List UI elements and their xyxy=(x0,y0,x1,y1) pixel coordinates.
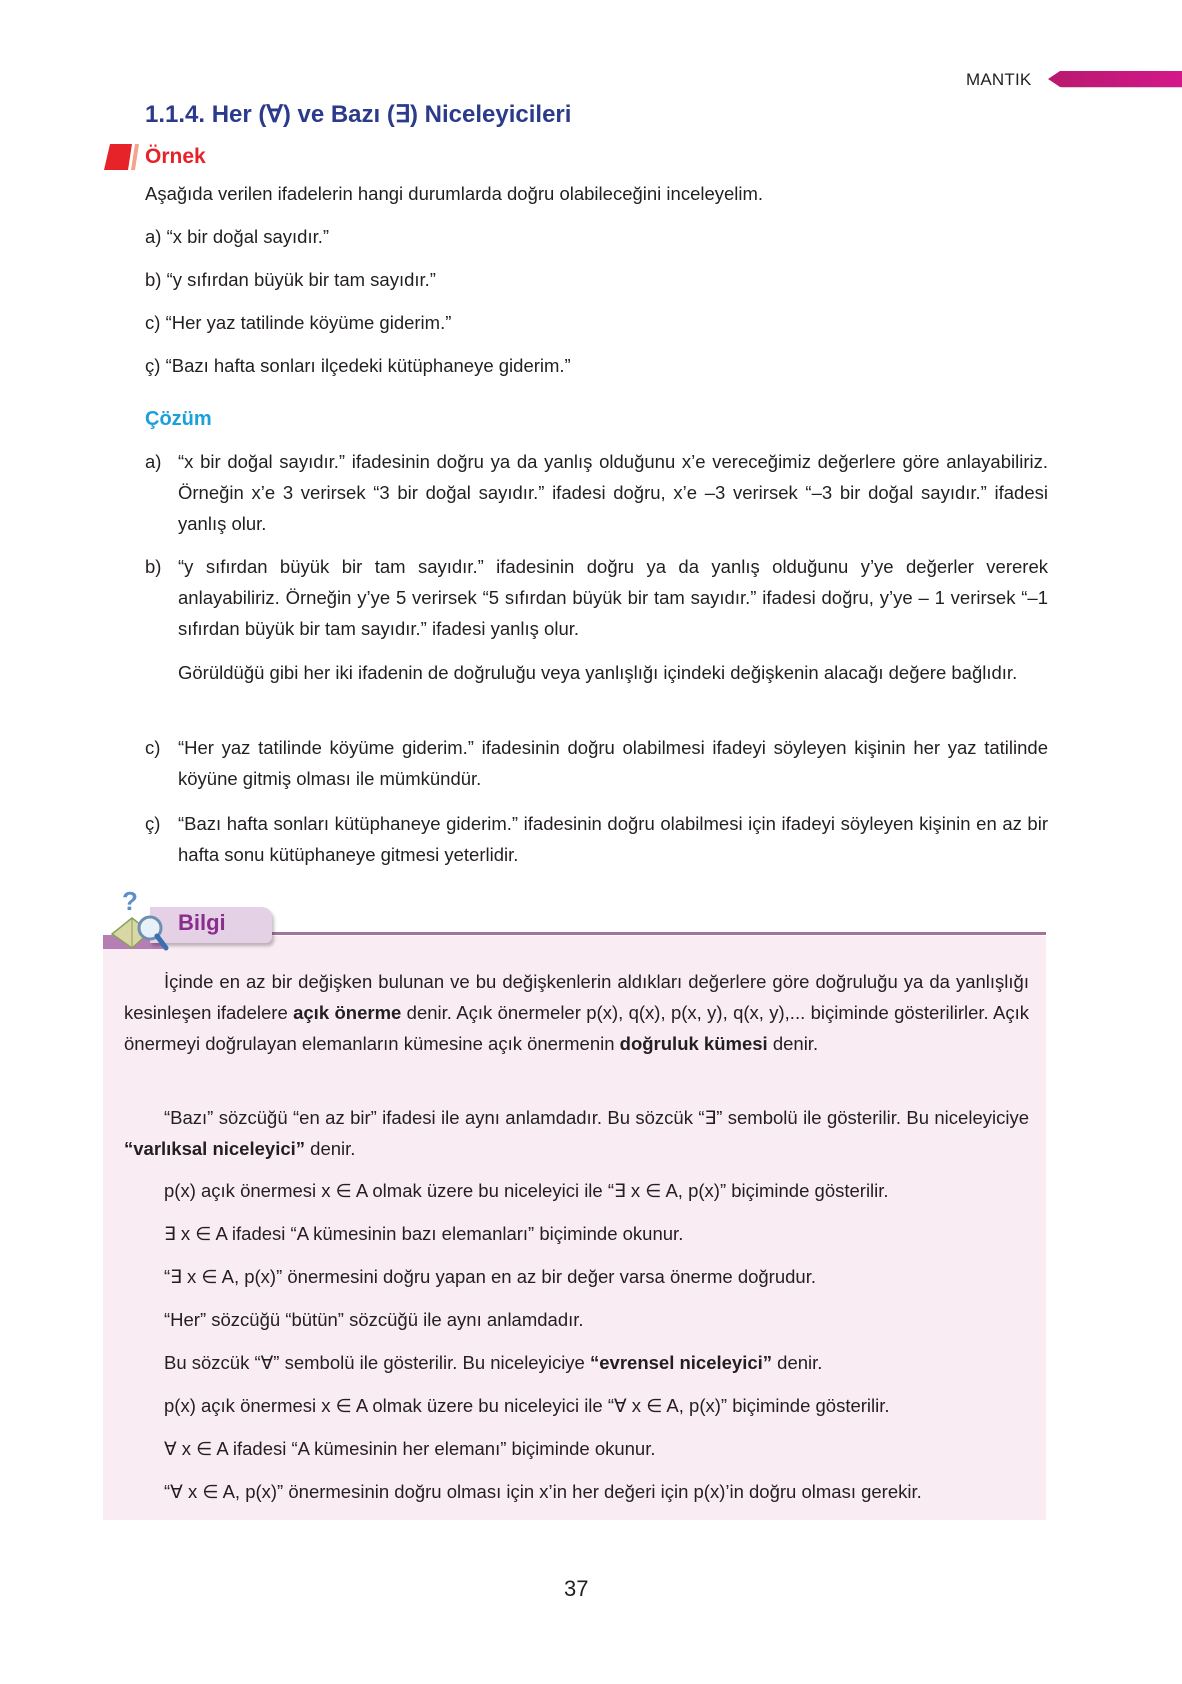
info-line: ∀ x ∈ A ifadesi “A kümesinin her elemanı” biçiminde okunur. xyxy=(164,1438,656,1459)
info-header-rule xyxy=(270,932,1046,935)
info-line: p(x) açık önermesi x ∈ A olmak üzere bu niceleyici ile “∀ x ∈ A, p(x)” biçiminde gösterilir. xyxy=(164,1395,890,1416)
book-magnifier-question-icon xyxy=(110,888,172,954)
solution-item-c xyxy=(145,732,1048,794)
term-acik-onerme: açık önerme xyxy=(293,1002,402,1023)
solution-item-text: “y sıfırdan büyük bir tam sayıdır.” ifadesinin doğru ya da yanlış olduğunu y’ye değerler vererek anlayabiliriz. Örneğin y’ye 5 verirsek “5 sıfırdan büyük bir tam sayıdır.” ifadesi doğru, y’ye – 1 verirsek “–1 sıfırdan büyük bir tam sayıdır.” ifadesi yanlış olur. xyxy=(178,556,1048,639)
section-title: 1.1.4. Her (∀) ve Bazı (∃) Niceleyicileri xyxy=(145,101,572,128)
question-b xyxy=(145,269,436,291)
term-dogruluk-kumesi: doğruluk kümesi xyxy=(619,1033,768,1054)
question-c xyxy=(145,312,451,334)
example-label: Örnek xyxy=(145,145,206,168)
question-label: a) xyxy=(145,226,162,247)
info-line: “∃ x ∈ A, p(x)” önermesini doğru yapan en az bir değer varsa önerme doğrudur. xyxy=(164,1266,816,1287)
solution-item-label: b) xyxy=(145,556,162,577)
info-line: p(x) açık önermesi x ∈ A olmak üzere bu niceleyici ile “∃ x ∈ A, p(x)” biçiminde gösterilir. xyxy=(164,1180,889,1201)
text-span: denir. Açık önermeler p(x), q(x), p(x, y), q(x, y),... biçiminde gösterilirler. Açık önermeyi doğrulayan elemanların kümesine açık önermenin xyxy=(124,1002,1029,1054)
chapter-tab-icon xyxy=(1046,70,1182,88)
solution-item-label: ç) xyxy=(145,813,161,834)
text-span: “Bazı” sözcüğü “en az bir” ifadesi ile aynı anlamdadır. Bu sözcük “∃” sembolü ile gösterilir. Bu niceleyiciye xyxy=(164,1107,1029,1128)
page-number: 37 xyxy=(564,1576,589,1601)
text-span: denir. xyxy=(305,1138,356,1159)
info-line: “∀ x ∈ A, p(x)” önermesinin doğru olması için x’in her değeri için p(x)’in doğru olması gerekir. xyxy=(164,1481,922,1502)
running-head: MANTIK xyxy=(966,70,1032,89)
question-text: “Her yaz tatilinde köyüme giderim.” xyxy=(165,312,452,333)
solution-label: Çözüm xyxy=(145,408,212,430)
solution-item-cc xyxy=(145,808,1048,870)
question-label: c) xyxy=(145,312,161,333)
example-marker-icon xyxy=(102,143,142,171)
example-intro: Aşağıda verilen ifadelerin hangi durumlarda doğru olabileceğini inceleyelim. xyxy=(145,183,764,204)
solution-item-a xyxy=(145,446,1048,539)
question-text: “y sıfırdan büyük bir tam sayıdır.” xyxy=(166,269,436,290)
svg-text:?: ? xyxy=(122,888,138,916)
text-span: Bu sözcük “∀” sembolü ile gösterilir. Bu niceleyiciye xyxy=(164,1352,590,1373)
info-line-evrensel xyxy=(164,1352,822,1374)
question-label: b) xyxy=(145,269,162,290)
question-label: ç) xyxy=(145,355,161,376)
info-paragraph-2 xyxy=(124,1102,1029,1164)
question-text: “x bir doğal sayıdır.” xyxy=(166,226,330,247)
term-varliksal-niceleyici: “varlıksal niceleyici” xyxy=(124,1138,306,1159)
term-evrensel-niceleyici: “evrensel niceleyici” xyxy=(590,1352,773,1373)
solution-item-b xyxy=(145,551,1048,644)
info-line: ∃ x ∈ A ifadesi “A kümesinin bazı elemanları” biçiminde okunur. xyxy=(164,1223,684,1244)
solution-item-text: “x bir doğal sayıdır.” ifadesinin doğru ya da yanlış olduğunu x’e vereceğimiz değerlere göre anlayabiliriz. Örneğin x’e 3 verirsek “3 bir doğal sayıdır.” ifadesi doğru, x’e –3 verirsek “–3 bir doğal sayıdır.” ifadesi yanlış olur. xyxy=(178,451,1048,534)
info-paragraph-1 xyxy=(124,966,1029,1059)
info-label: Bilgi xyxy=(178,910,226,935)
question-text: “Bazı hafta sonları ilçedeki kütüphaneye giderim.” xyxy=(165,355,571,376)
solution-item-text: “Her yaz tatilinde köyüme giderim.” ifadesinin doğru olabilmesi ifadeyi söyleyen kişinin her yaz tatilinde köyüne gitmiş olması ile mümkündür. xyxy=(178,737,1048,789)
solution-note xyxy=(145,657,1048,688)
text-span: İçinde en az bir değişken bulunan ve bu değişkenlerin aldıkları değerlere göre doğruluğu ya da yanlışlığı kesinleşen ifadelere xyxy=(124,971,1029,1023)
text-span: denir. xyxy=(772,1352,823,1373)
info-line: “Her” sözcüğü “bütün” sözcüğü ile aynı anlamdadır. xyxy=(164,1309,584,1330)
solution-note-text: Görüldüğü gibi her iki ifadenin de doğruluğu veya yanlışlığı içindeki değişkenin alacağı değere bağlıdır. xyxy=(178,662,1018,683)
solution-item-text: “Bazı hafta sonları kütüphaneye giderim.” ifadesinin doğru olabilmesi için ifadeyi söyleyen kişinin en az bir hafta sonu kütüphaneye gitmesi yeterlidir. xyxy=(178,813,1048,865)
question-a xyxy=(145,226,329,248)
text-span: denir. xyxy=(767,1033,819,1054)
solution-item-label: a) xyxy=(145,451,162,472)
question-cc xyxy=(145,355,571,377)
solution-item-label: c) xyxy=(145,737,161,758)
